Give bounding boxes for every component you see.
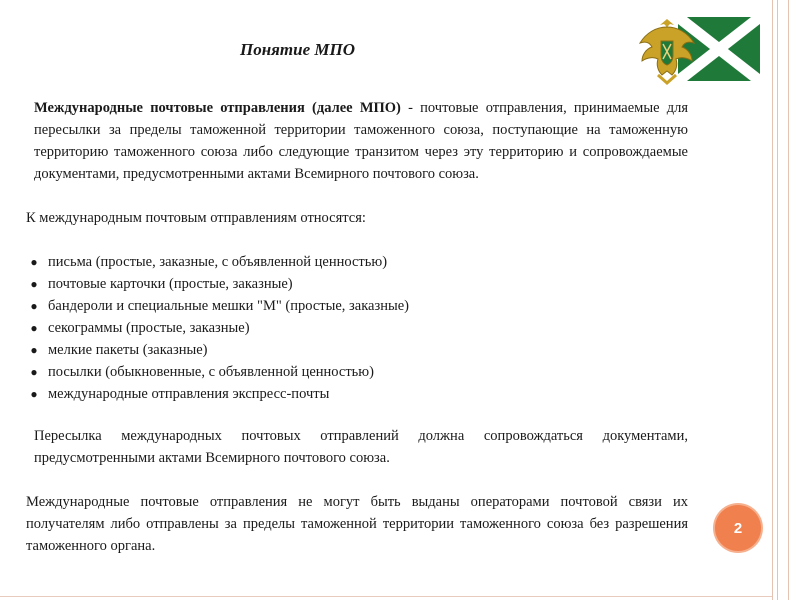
decorative-rail-line (772, 0, 773, 600)
list-item-text: мелкие пакеты (заказные) (48, 342, 208, 358)
decorative-rail-line (788, 0, 789, 600)
list-item-text: международные отправления экспресс-почты (48, 386, 330, 402)
list-item (26, 339, 688, 361)
spacer (26, 469, 688, 491)
list-item (26, 361, 688, 383)
bullet-icon: ● (30, 321, 38, 335)
forwarding-paragraph: Пересылка международных почтовых отправлений должна сопровождаться документами, предусмотренными актами Всемирного почтового союза. (34, 428, 688, 466)
bullet-icon: ● (30, 277, 38, 291)
intro-definition: - почтовые отправления, принимаемые для пересылки за пределы таможенной территории таможенного союза, поступающие на таможенную территорию таможенного союза либо следующие транзитом через эту территорию и сопровождаемые документами, предусмотренными актами Всемирного почтового союза. (34, 100, 688, 182)
decorative-rail-line (777, 0, 778, 600)
list-item (26, 251, 688, 273)
decorative-frame-line (0, 596, 772, 597)
bullet-icon: ● (30, 387, 38, 401)
page-number-badge: 2 (715, 505, 761, 551)
bullet-icon: ● (30, 365, 38, 379)
intro-term: Международные почтовые отправления (далее МПО) (34, 100, 401, 116)
list-item (26, 295, 688, 317)
list-item (26, 317, 688, 339)
spacer (26, 185, 688, 207)
bullet-icon: ● (30, 255, 38, 269)
list-item-text: письма (простые, заказные, с объявленной ценностью) (48, 254, 388, 270)
list-item-text: посылки (обыкновенные, с объявленной ценностью) (48, 364, 374, 380)
list-item-text: почтовые карточки (простые, заказные) (48, 276, 293, 292)
slide-title: Понятие МПО (240, 40, 356, 59)
spacer (26, 405, 688, 425)
list-heading: К международным почтовым отправлениям относятся: (26, 210, 366, 226)
list-item-text: бандероли и специальные мешки "М" (простые, заказные) (48, 298, 409, 314)
list-item (26, 383, 688, 405)
list-item (26, 273, 688, 295)
mpo-types-list (26, 251, 688, 405)
list-item-text: секограммы (простые, заказные) (48, 320, 250, 336)
bullet-icon: ● (30, 299, 38, 313)
spacer (26, 229, 688, 251)
bullet-icon: ● (30, 343, 38, 357)
slide-content (26, 97, 688, 557)
customs-emblem-icon (634, 13, 762, 87)
customs-flag-icon (678, 17, 760, 81)
restriction-paragraph: Международные почтовые отправления не могут быть выданы операторами почтовой связи их получателям либо отправлены за пределы таможенной территории таможенного союза без разрешения таможенного органа. (26, 494, 688, 554)
intro-paragraph (26, 97, 688, 185)
